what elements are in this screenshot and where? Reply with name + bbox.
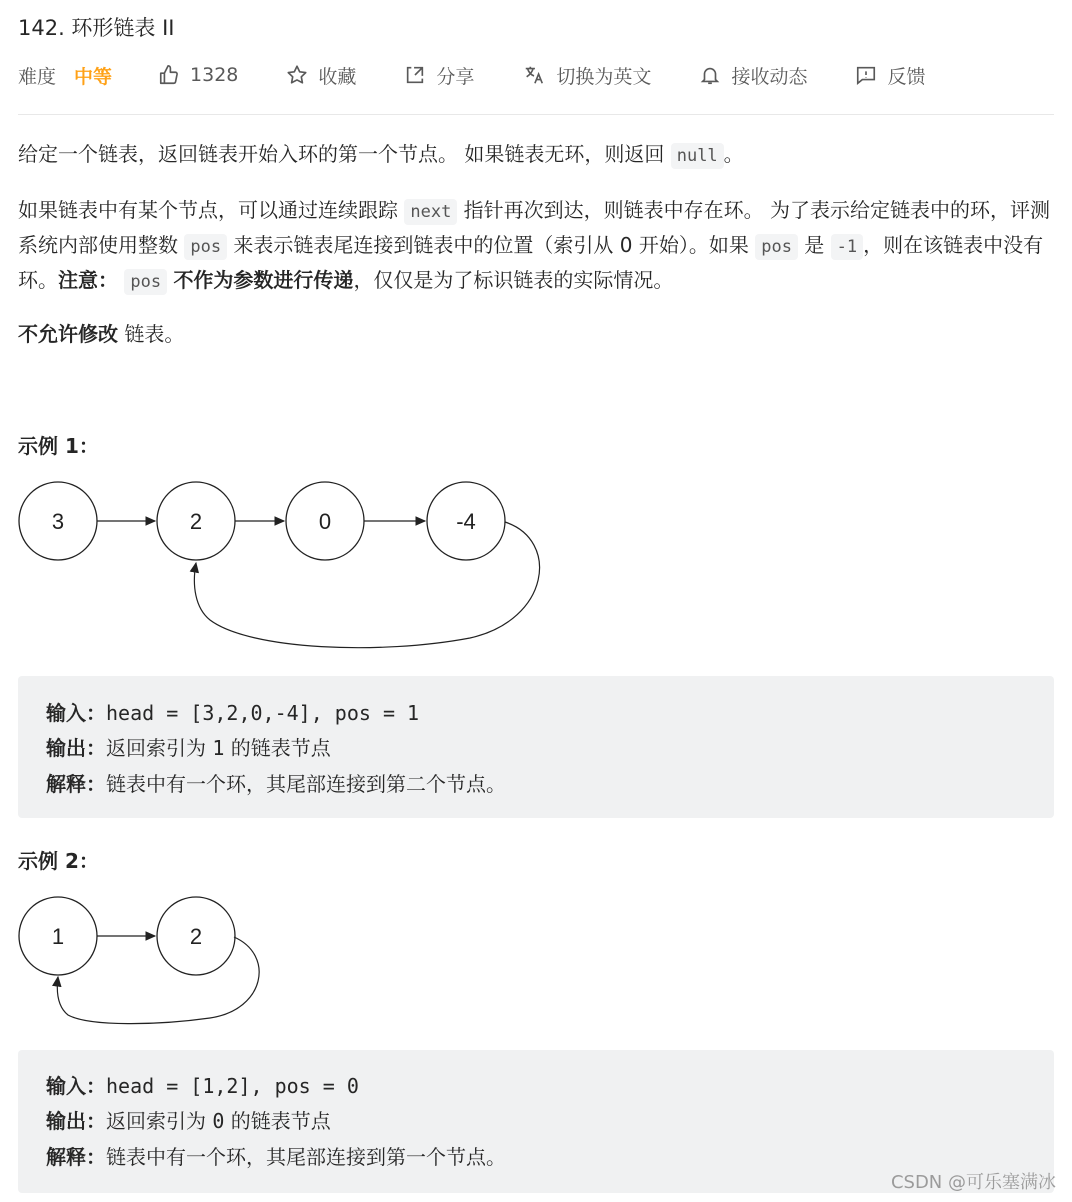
like-button[interactable] — [158, 64, 238, 86]
bell-icon — [699, 64, 721, 86]
desc-text: 指针再次到达，则链表中存在环。 为了表示给定链表中的环，评测系统内部使用整数 — [18, 198, 1051, 257]
desc-text: 给定一个链表，返回链表开始入环的第一个节点。 如果链表无环，则返回 — [18, 142, 671, 166]
node-value: 2 — [189, 924, 203, 949]
desc-paragraph-2 — [18, 194, 1058, 299]
desc-paragraph-3 — [18, 318, 184, 351]
example-1-heading: 示例 1： — [18, 434, 99, 458]
note-label: 注意： — [58, 268, 118, 292]
output-text: 返回索引为 — [106, 1109, 213, 1133]
difficulty-badge: 中等 — [74, 65, 113, 88]
explain-label: 解释： — [46, 1145, 106, 1169]
favorite-button[interactable] — [286, 62, 356, 89]
example-1-box — [18, 676, 1054, 818]
output-label: 输出： — [46, 736, 106, 760]
bold-text: 不允许修改 — [18, 322, 118, 346]
desc-text: 来表示链表尾连接到链表中的位置（索引从 0 开始）。如果 — [227, 233, 756, 257]
difficulty-label: 难度 — [18, 65, 57, 88]
divider — [18, 114, 1054, 115]
desc-text: 如果链表中有某个节点，可以通过连续跟踪 — [18, 198, 405, 222]
output-code: 0 — [212, 1109, 225, 1133]
node-value: 1 — [51, 924, 65, 949]
share-icon — [404, 64, 426, 86]
share-label: 分享 — [436, 65, 475, 88]
node-value: 2 — [189, 509, 203, 534]
output-text: 的链表节点 — [224, 1109, 331, 1133]
example-explain-line — [46, 768, 506, 797]
problem-meta-bar — [18, 58, 973, 92]
feedback-icon — [855, 64, 877, 86]
example-input-line — [46, 697, 419, 726]
example-explain-line — [46, 1141, 506, 1170]
translate-icon — [522, 64, 546, 86]
inline-code: null — [671, 143, 724, 169]
star-icon — [286, 64, 308, 86]
example-2-diagram — [0, 885, 300, 1035]
input-value: head = [1,2], pos = 0 — [106, 1074, 359, 1098]
output-code: 1 — [212, 736, 225, 760]
note-bold-text: 不作为参数进行传递 — [173, 268, 354, 292]
thumbs-up-icon — [158, 64, 180, 86]
explain-value: 链表中有一个环，其尾部连接到第一个节点。 — [106, 1145, 506, 1169]
feedback-button[interactable] — [855, 62, 925, 89]
inline-code: next — [404, 199, 457, 225]
input-label: 输入： — [46, 1074, 106, 1098]
desc-paragraph-1 — [18, 138, 744, 173]
example-2-heading: 示例 2： — [18, 849, 99, 873]
favorite-label: 收藏 — [318, 65, 357, 88]
switch-language-button[interactable] — [522, 62, 651, 89]
desc-text: ，仅仅是为了标识链表的实际情况。 — [353, 268, 674, 292]
subscribe-label: 接收动态 — [731, 65, 808, 88]
example-output-line — [46, 1105, 331, 1134]
subscribe-button[interactable] — [699, 62, 807, 89]
problem-title: 142. 环形链表 II — [18, 16, 175, 40]
node-value: -4 — [456, 509, 476, 534]
explain-value: 链表中有一个环，其尾部连接到第二个节点。 — [106, 772, 506, 796]
desc-text: 是 — [797, 233, 831, 257]
example-1-diagram — [0, 470, 600, 660]
desc-text: ，则在该链表中没有环。 — [18, 233, 1044, 292]
inline-code: pos — [755, 234, 798, 260]
inline-code: pos — [124, 269, 167, 295]
input-value: head = [3,2,0,-4], pos = 1 — [106, 701, 420, 725]
desc-text: 链表。 — [118, 322, 185, 346]
desc-text: 。 — [723, 142, 744, 166]
watermark: CSDN @可乐塞满冰 — [890, 1172, 1056, 1193]
like-count: 1328 — [190, 64, 239, 86]
output-text: 返回索引为 — [106, 736, 213, 760]
inline-code: -1 — [831, 234, 863, 260]
switch-language-label: 切换为英文 — [556, 65, 652, 88]
node-value: 0 — [318, 509, 332, 534]
inline-code: pos — [184, 234, 227, 260]
input-label: 输入： — [46, 701, 106, 725]
example-output-line — [46, 732, 331, 761]
example-input-line — [46, 1070, 359, 1099]
output-text: 的链表节点 — [224, 736, 331, 760]
share-button[interactable] — [404, 62, 474, 89]
feedback-label: 反馈 — [887, 65, 926, 88]
output-label: 输出： — [46, 1109, 106, 1133]
node-value: 3 — [51, 509, 65, 534]
explain-label: 解释： — [46, 772, 106, 796]
